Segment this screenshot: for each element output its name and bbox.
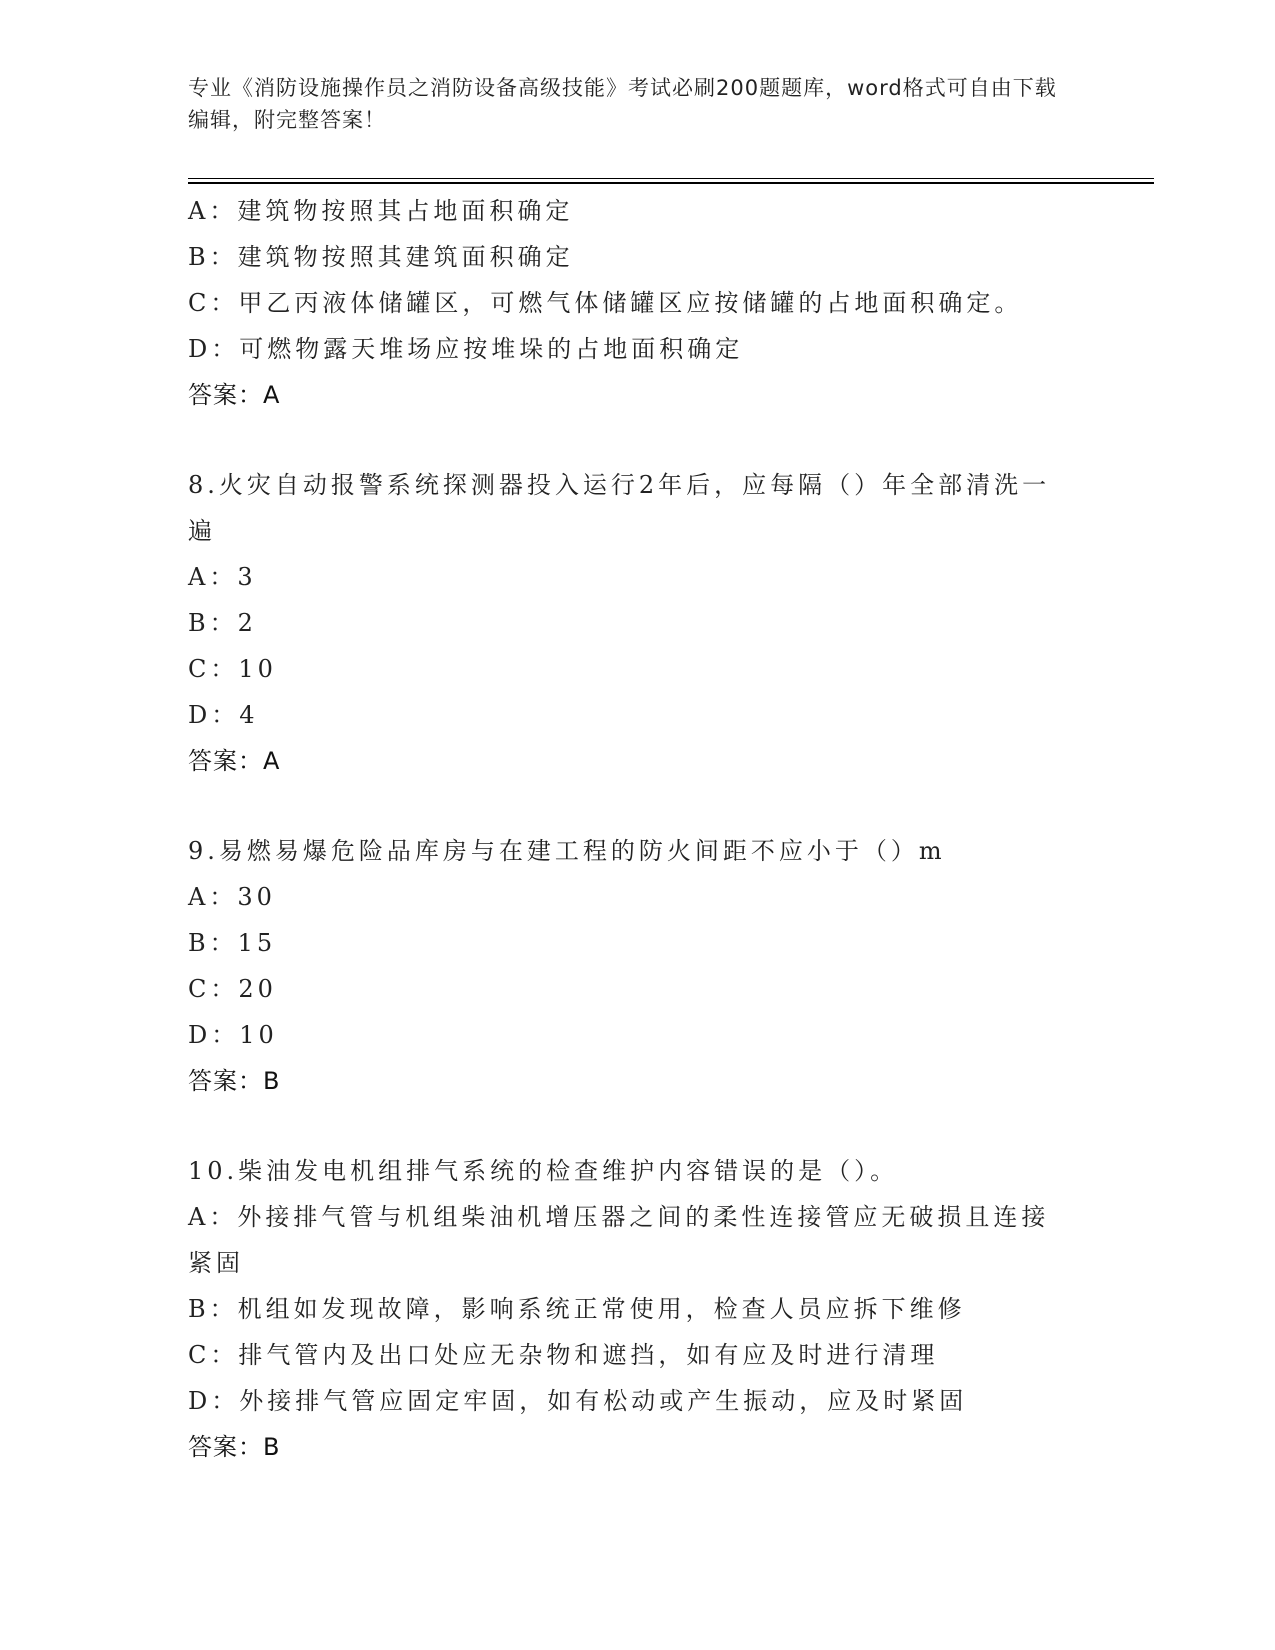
question-text: 8.火灾自动报警系统探测器投入运行2年后，应每隔（）年全部清洗一遍 [188, 471, 1051, 545]
option-a: A：外接排气管与机组柴油机增压器之间的柔性连接管应无破损且连接紧固 [188, 1203, 1050, 1277]
option-c: C：20 [188, 975, 277, 1003]
answer-line: 答案：B [188, 1433, 281, 1461]
option-c: C：10 [188, 655, 277, 683]
option-a: A：建筑物按照其占地面积确定 [188, 197, 574, 225]
option-b: B：15 [188, 929, 277, 957]
answer-line: 答案：B [188, 1067, 281, 1095]
option-b: B：建筑物按照其建筑面积确定 [188, 243, 574, 271]
option-b: B：2 [188, 609, 257, 637]
question-text: 9.易燃易爆危险品库房与在建工程的防火间距不应小于（）m [188, 837, 946, 865]
option-b: B：机组如发现故障，影响系统正常使用，检查人员应拆下维修 [188, 1295, 966, 1323]
header-divider-thin [188, 178, 1154, 179]
question-10 [188, 1148, 1088, 1470]
option-d: D：10 [188, 1021, 278, 1049]
question-8 [188, 462, 1088, 784]
answer-line: 答案：A [188, 381, 281, 409]
option-a: A：30 [188, 883, 276, 911]
option-d: D：可燃物露天堆场应按堆垛的占地面积确定 [188, 335, 744, 363]
option-d: D：外接排气管应固定牢固，如有松动或产生振动，应及时紧固 [188, 1387, 968, 1415]
option-c: C：甲乙丙液体储罐区，可燃气体储罐区应按储罐的占地面积确定。 [188, 289, 1023, 317]
option-a: A：3 [188, 563, 257, 591]
option-c: C：排气管内及出口处应无杂物和遮挡，如有应及时进行清理 [188, 1341, 939, 1369]
option-d: D：4 [188, 701, 259, 729]
question-9 [188, 828, 1088, 1104]
question-text: 10.柴油发电机组排气系统的检查维护内容错误的是（）。 [188, 1157, 899, 1185]
document-header: 专业《消防设施操作员之消防设备高级技能》考试必刷200题题库，word格式可自由下载编辑，附完整答案！ [188, 76, 1057, 132]
header-divider-thick [188, 182, 1154, 184]
question-7-tail [188, 188, 1088, 418]
question-list [188, 188, 1088, 1470]
answer-line: 答案：A [188, 747, 281, 775]
